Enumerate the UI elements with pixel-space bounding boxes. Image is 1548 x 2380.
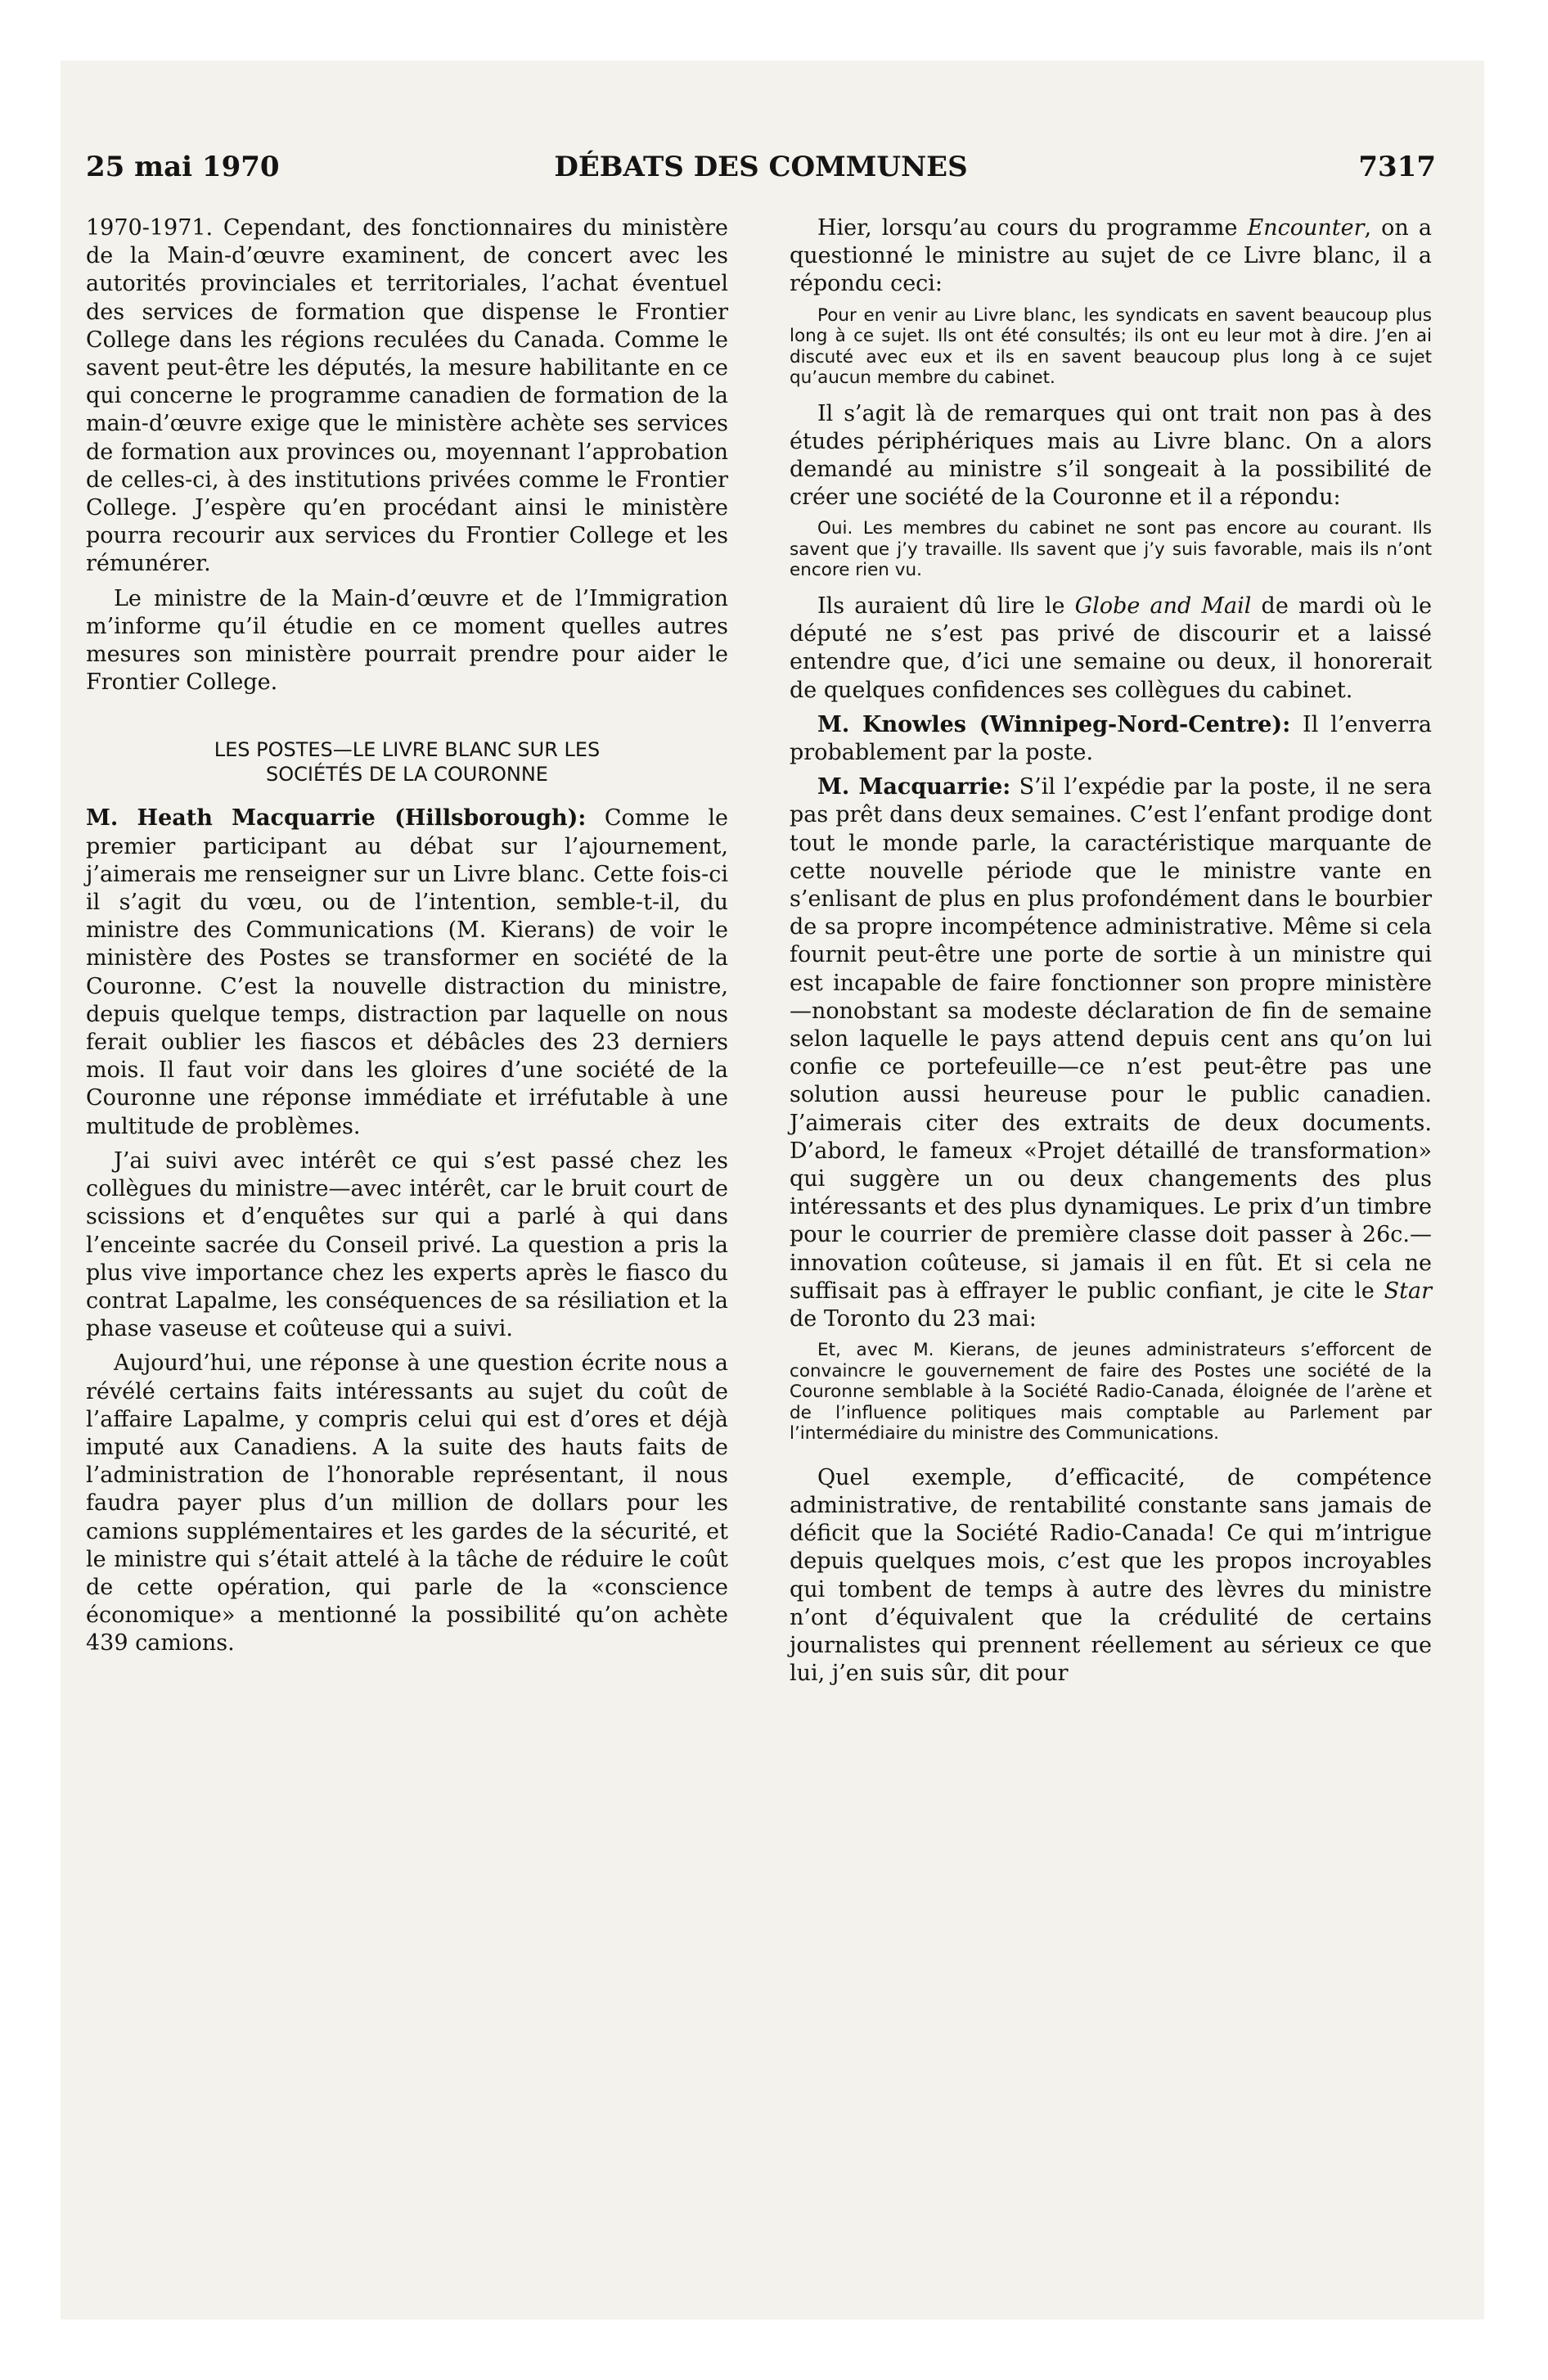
right-paragraph-1-text-b: , on a questionné le ministre au sujet de ce Livre blanc, il a répondu ceci: bbox=[790, 215, 1432, 297]
right-paragraph-3-text-b: de mardi où le député ne s’est pas privé de discourir et a laissé entendre que, d’ici une semaine ou deux, il honorerait de quelques confidences ses collègues du cabinet. bbox=[790, 593, 1432, 703]
right-paragraph-6: Quel exemple, d’efficacité, de compétence administrative, de rentabilité constante sans jamais de déficit que la Société Radio-Canada! Ce qui m’intrigue depuis quelques mois, c’est que les propos incroyables qui tombent de temps à autre des lèvres du ministre n’ont d’équivalent que la crédulité de certains journalistes qui prennent réellement au sérieux ce que lui, j’en suis sûr, dit pour bbox=[790, 1464, 1432, 1687]
right-paragraph-1 bbox=[790, 214, 1432, 299]
speaker-macquarrie-2: M. Macquarrie: bbox=[817, 774, 1011, 800]
newspaper-star: Star bbox=[1384, 1278, 1432, 1304]
right-paragraph-5-text-b: de Toronto du 23 mai: bbox=[790, 1306, 1037, 1332]
section-heading bbox=[86, 737, 728, 787]
header-date: 25 mai 1970 bbox=[86, 151, 280, 183]
left-paragraph-5: Aujourd’hui, une réponse à une question écrite nous a révélé certains faits intéressants au sujet du coût de l’affaire Lapalme, y compris celui qui est d’ores et déjà imputé aux Canadiens. A la suite des hauts faits de l’administration de l’honorable représentant, il nous faudra payer plus d’un million de dollars pour les camions supplémentaires et les gardes de la sécurité, et le ministre qui s’était attelé à la tâche de réduire le coût de cette opération, qui parle de la «conscience économique» a mentionné la possibilité qu’on achète 439 camions. bbox=[86, 1350, 728, 1657]
right-paragraph-4-text: Il l’enverra probablement par la poste. bbox=[790, 711, 1432, 765]
right-paragraph-5-text-a: S’il l’expédie par la poste, il ne sera pas prêt dans deux semaines. C’est l’enfant prodige dont tout le monde parle, la caractéristique marquante de cette nouvelle période que le ministre vante en s’enlisant de plus en plus profondément dans le bourbier de sa propre incompétence administrative. Même si cela fournit peut-être une porte de sortie à un ministre qui est incapable de faire fonctionner son propre ministère—nonobstant sa modeste déclaration de fin de semaine selon laquelle le pays attend depuis cent ans qu’on lui confie ce portefeuille—ce n’est peut-être pas une solution aussi heureuse pour le public canadien. J’aimerais citer des extraits de deux documents. D’abord, le fameux «Projet détaillé de transformation» qui suggère un ou deux changements des plus intéressants et des plus dynamiques. Le prix d’un timbre pour le courrier de première classe doit passer à 26c.—innovation coûteuse, si jamais il en fût. Et si cela ne suffisait pas à effrayer le public confiant, je cite le bbox=[790, 774, 1432, 1304]
left-paragraph-3-text: Comme le premier participant au débat sur l’ajournement, j’aimerais me renseigner sur un Livre blanc. Cette fois-ci il s’agit du vœu, ou de l’intention, semble-t-il, du ministre des Communications (M. Kierans) de voir le ministère des Postes se transformer en société de la Couronne. C’est la nouvelle distraction du ministre, depuis quelque temps, distraction par laquelle on nous ferait oublier les fiascos et débâcles des 23 derniers mois. Il faut voir dans les gloires d’une société de la Couronne une réponse immédiate et irréfutable à une multitude de problèmes. bbox=[86, 805, 728, 1139]
right-paragraph-1-text-a: Hier, lorsqu’au cours du programme bbox=[817, 215, 1248, 241]
program-title: Encounter bbox=[1247, 215, 1365, 241]
right-paragraph-3 bbox=[790, 593, 1432, 705]
quote-2: Oui. Les membres du cabinet ne sont pas encore au courant. Ils savent que j’y travaille. Ils savent que j’y suis favorable, mais ils n’ont encore rien vu. bbox=[790, 518, 1432, 581]
running-head bbox=[86, 146, 1436, 188]
speaker-macquarrie: M. Heath Macquarrie (Hillsborough): bbox=[86, 805, 587, 832]
left-column bbox=[86, 214, 728, 1665]
section-heading-line-1: LES POSTES—LE LIVRE BLANC SUR LES bbox=[214, 738, 601, 762]
right-paragraph-2: Il s’agit là de remarques qui ont trait non pas à des études périphériques mais au Livre blanc. On a alors demandé au ministre s’il songeait à la possibilité de créer une société de la Couronne et il a répondu: bbox=[790, 400, 1432, 511]
right-column bbox=[790, 214, 1432, 1694]
right-paragraph-3-text-a: Ils auraient dû lire le bbox=[817, 593, 1075, 619]
section-heading-line-2: SOCIÉTÉS DE LA COURONNE bbox=[266, 763, 548, 787]
left-paragraph-2: Le ministre de la Main-d’œuvre et de l’Immigration m’informe qu’il étudie en ce moment quelles autres mesures son ministère pourrait prendre pour aider le Frontier College. bbox=[86, 585, 728, 696]
left-paragraph-1: 1970-1971. Cependant, des fonctionnaires du ministère de la Main-d’œuvre examinent, de concert avec les autorités provinciales et territoriales, l’achat éventuel des services de formation que dispense le Frontier College dans les régions reculées du Canada. Comme le savent peut-être les députés, la mesure habilitante en ce qui concerne le programme canadien de formation de la main-d’œuvre exige que le ministère achète ses services de formation aux provinces ou, moyennant l’approbation de celles-ci, à des institutions privées comme le Frontier College. J’espère qu’en procédant ainsi le ministère pourra recourir aux services du Frontier College et les rémunérer. bbox=[86, 215, 728, 577]
quote-3: Et, avec M. Kierans, de jeunes administrateurs s’efforcent de convaincre le gouvernement de faire des Postes une société de la Couronne semblable à la Société Radio-Canada, éloignée de l’arène et de l’influence politiques mais comptable au Parlement par l’intermédiaire du ministre des Communications. bbox=[790, 1340, 1432, 1445]
left-paragraph-3 bbox=[86, 805, 728, 1140]
right-paragraph-5 bbox=[790, 773, 1432, 1333]
speaker-knowles: M. Knowles (Winnipeg-Nord-Centre): bbox=[817, 711, 1291, 737]
left-paragraph-4: J’ai suivi avec intérêt ce qui s’est passé chez les collègues du ministre—avec intérêt, car le bruit court de scissions et d’enquêtes sur qui a parlé à qui dans l’enceinte sacrée du Conseil privé. La question a pris la plus vive importance chez les experts après le fiasco du contrat Lapalme, les conséquences de sa résiliation et la phase vaseuse et coûteuse qui a suivi. bbox=[86, 1147, 728, 1342]
right-paragraph-4 bbox=[790, 711, 1432, 767]
header-title: DÉBATS DES COMMUNES bbox=[554, 151, 968, 183]
quote-1: Pour en venir au Livre blanc, les syndicats en savent beaucoup plus long à ce sujet. Ils ont été consultés; ils ont eu leur mot à dire. J’en ai discuté avec eux et ils en savent beaucoup plus long à ce sujet qu’aucun membre du cabinet. bbox=[790, 304, 1432, 389]
newspaper-title: Globe and Mail bbox=[1074, 593, 1252, 619]
page-number: 7317 bbox=[1358, 151, 1436, 183]
